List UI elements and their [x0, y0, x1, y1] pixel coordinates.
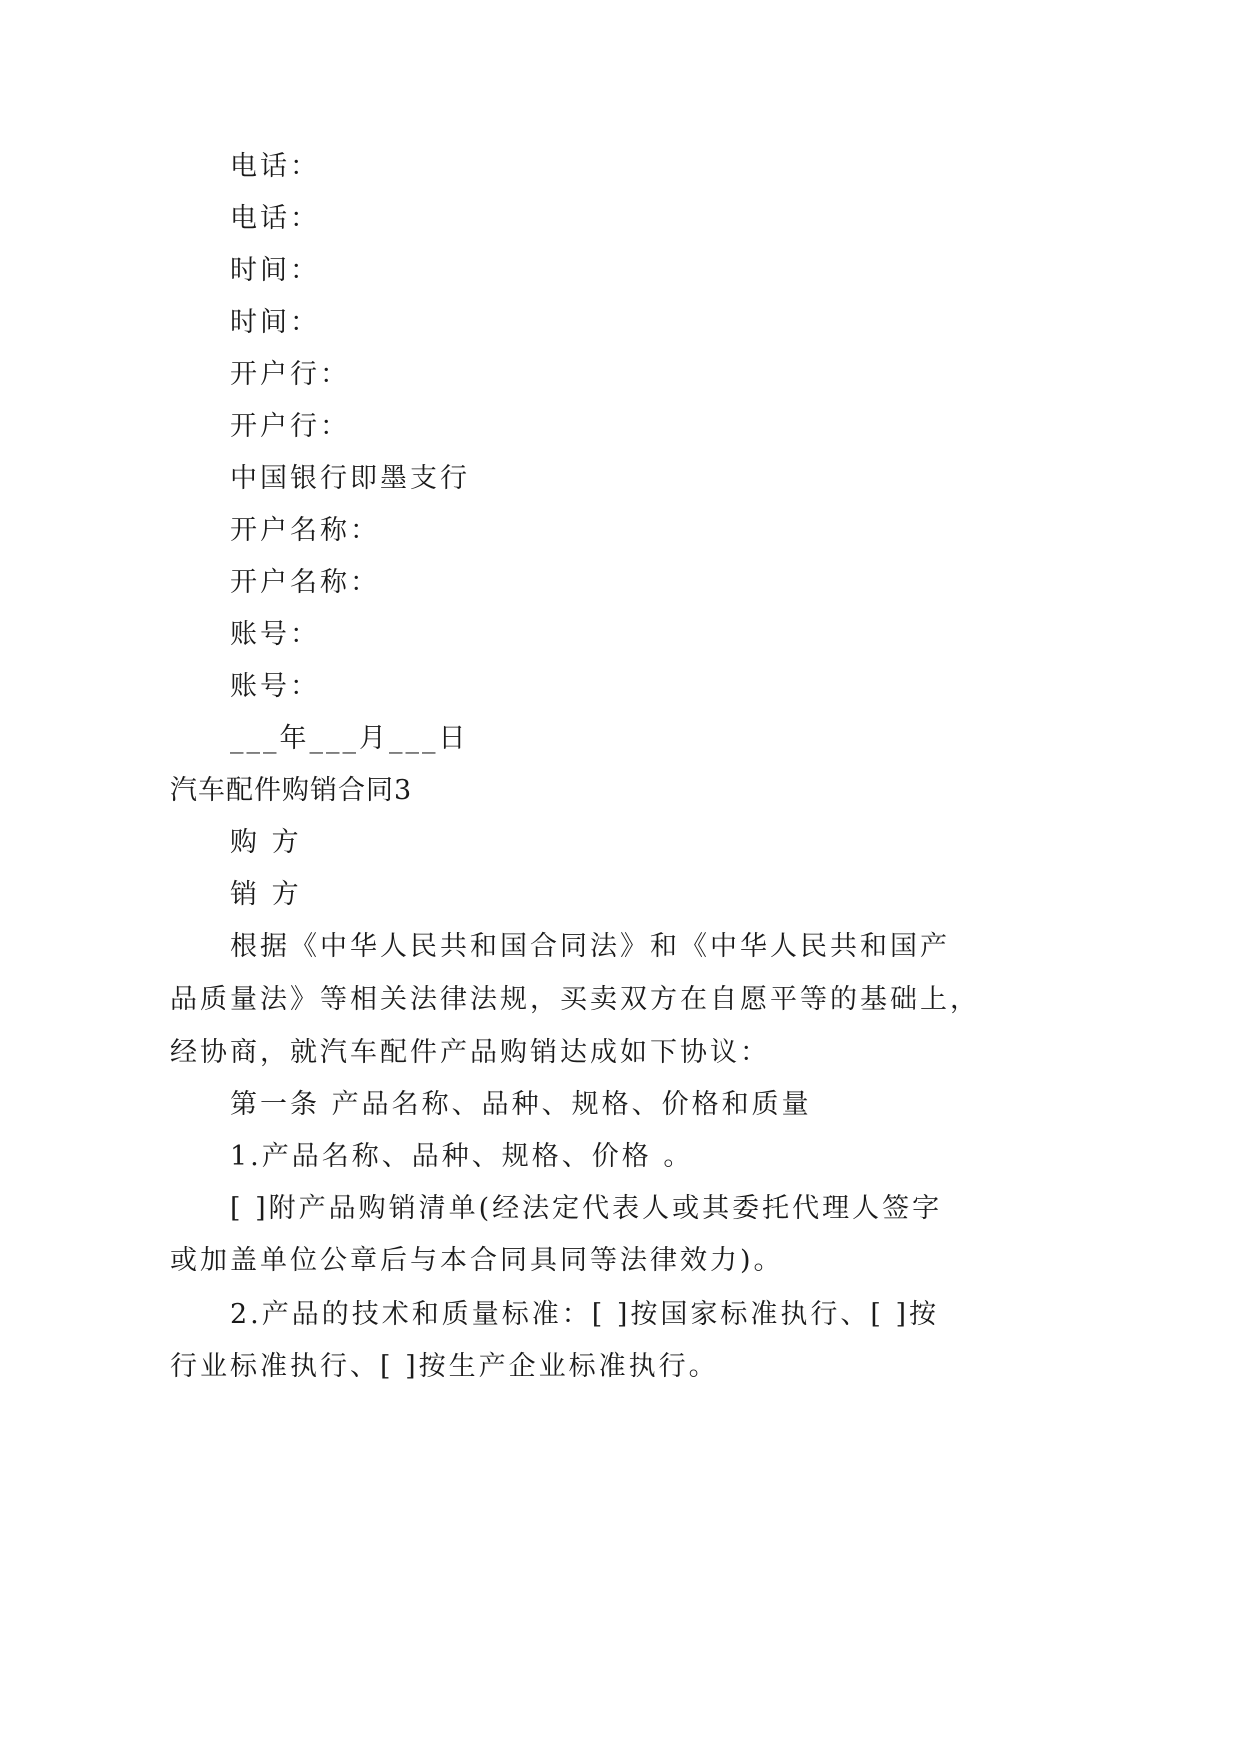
- phone-label: 电话：: [230, 151, 320, 182]
- date-line: ___年___月___日: [230, 723, 469, 754]
- phone-label: 电话：: [230, 203, 320, 234]
- bank-name: 中国银行即墨支行: [230, 463, 470, 494]
- article-heading: 第一条 产品名称、品种、规格、价格和质量: [230, 1089, 812, 1120]
- clause-line: [ ]附产品购销清单(经法定代表人或其委托代理人签字: [230, 1193, 943, 1224]
- contract-title: 汽车配件购销合同3: [170, 775, 413, 806]
- buyer-label: 购 方: [230, 827, 302, 858]
- paragraph-line: 根据《中华人民共和国合同法》和《中华人民共和国产: [230, 931, 950, 962]
- time-label: 时间：: [230, 307, 320, 338]
- seller-label: 销 方: [230, 879, 302, 910]
- paragraph-line: 品质量法》等相关法律法规，买卖双方在自愿平等的基础上，: [170, 984, 980, 1015]
- account-number-label: 账号：: [230, 671, 320, 702]
- clause-line: 1.产品名称、品种、规格、价格 。: [230, 1141, 694, 1172]
- paragraph-line: 经协商，就汽车配件产品购销达成如下协议：: [170, 1037, 770, 1068]
- bank-label: 开户行：: [230, 359, 350, 390]
- clause-line: 2.产品的技术和质量标准：[ ]按国家标准执行、[ ]按: [230, 1299, 940, 1330]
- account-name-label: 开户名称：: [230, 567, 380, 598]
- account-number-label: 账号：: [230, 619, 320, 650]
- time-label: 时间：: [230, 255, 320, 286]
- clause-line: 行业标准执行、[ ]按生产企业标准执行。: [170, 1351, 719, 1382]
- clause-line: 或加盖单位公章后与本合同具同等法律效力)。: [170, 1245, 784, 1276]
- account-name-label: 开户名称：: [230, 515, 380, 546]
- bank-label: 开户行：: [230, 411, 350, 442]
